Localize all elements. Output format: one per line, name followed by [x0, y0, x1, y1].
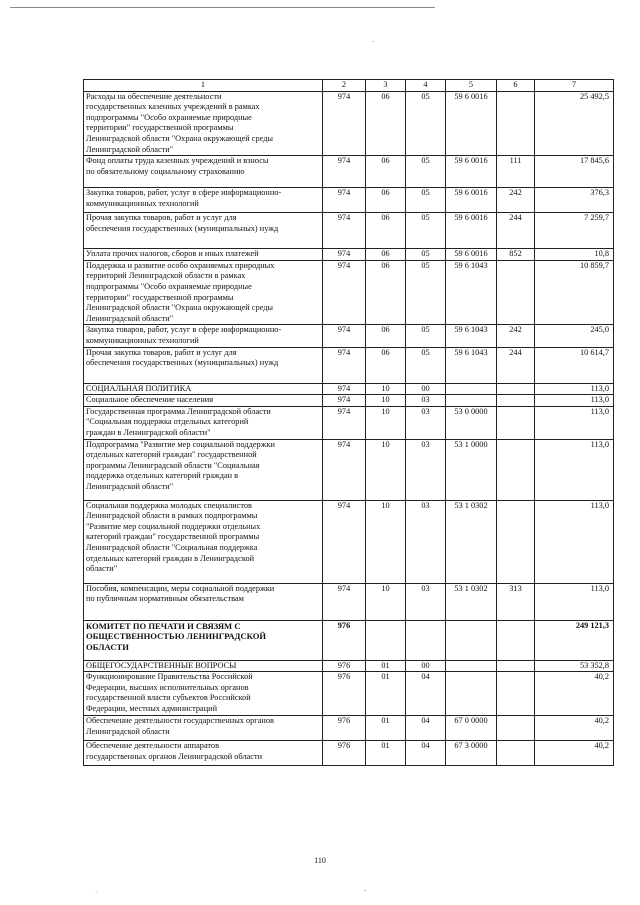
section-code-cell: 01 — [366, 660, 406, 672]
column-number-header: 6 — [497, 80, 535, 92]
amount-cell: 376,3 — [535, 188, 614, 213]
section-code-cell: 01 — [366, 716, 406, 741]
expense-type-cell: 313 — [497, 583, 535, 620]
row-name-cell: Обеспечение деятельности государственных органов Ленинградской области — [84, 716, 323, 741]
budget-table — [83, 79, 614, 766]
grbs-code-cell: 976 — [323, 660, 366, 672]
amount-cell: 245,0 — [535, 325, 614, 347]
grbs-code-cell: 974 — [323, 383, 366, 395]
column-number-header: 2 — [323, 80, 366, 92]
row-name-cell: Пособия, компенсации, меры социальной поддержки по публичным нормативным обязательствам — [84, 583, 323, 620]
target-article-cell: 59 6 0016 — [446, 213, 497, 249]
section-code-cell: 10 — [366, 500, 406, 583]
grbs-code-cell: 974 — [323, 213, 366, 249]
subsection-code-cell: 05 — [406, 156, 446, 188]
section-code-cell: 06 — [366, 213, 406, 249]
target-article-cell: 59 6 1043 — [446, 325, 497, 347]
column-number-header: 3 — [366, 80, 406, 92]
expense-type-cell — [497, 741, 535, 766]
table-row — [84, 395, 614, 407]
expense-type-cell: 244 — [497, 347, 535, 383]
grbs-code-cell: 976 — [323, 716, 366, 741]
table-row — [84, 660, 614, 672]
expense-type-cell — [497, 672, 535, 716]
row-name-cell: Подпрограмма "Развитие мер социальной поддержки отдельных категорий граждан" государственной программы Ленинградской области "Социальная поддержка отдельных категорий граждан в Ленинградской области" — [84, 439, 323, 500]
target-article-cell: 59 6 1043 — [446, 347, 497, 383]
row-name-cell: Обеспечение деятельности аппаратов государственных органов Ленинградской области — [84, 741, 323, 766]
grbs-code-cell: 976 — [323, 741, 366, 766]
expense-type-cell — [497, 620, 535, 660]
target-article-cell — [446, 395, 497, 407]
subsection-code-cell: 03 — [406, 395, 446, 407]
section-code-cell: 10 — [366, 583, 406, 620]
table-header-row — [84, 80, 614, 92]
table-row — [84, 347, 614, 383]
section-code-cell — [366, 620, 406, 660]
table-row — [84, 91, 614, 156]
section-code-cell: 06 — [366, 347, 406, 383]
subsection-code-cell: 05 — [406, 249, 446, 261]
table-row — [84, 439, 614, 500]
section-code-cell: 10 — [366, 439, 406, 500]
subsection-code-cell: 05 — [406, 188, 446, 213]
table-row — [84, 583, 614, 620]
table-row — [84, 741, 614, 766]
expense-type-cell — [497, 660, 535, 672]
expense-type-cell: 242 — [497, 188, 535, 213]
section-code-cell: 06 — [366, 325, 406, 347]
scan-speck: · — [95, 889, 98, 897]
row-name-cell: Прочая закупка товаров, работ и услуг для обеспечения государственных (муниципальных) нужд — [84, 347, 323, 383]
subsection-code-cell: 03 — [406, 583, 446, 620]
row-name-cell: Функционирование Правительства Российской Федерации, высших исполнительных органов государственной власти субъектов Российской Федерации, местных администраций — [84, 672, 323, 716]
amount-cell: 113,0 — [535, 583, 614, 620]
subsection-code-cell: 05 — [406, 325, 446, 347]
row-name-cell: Уплата прочих налогов, сборов и иных платежей — [84, 249, 323, 261]
amount-cell: 10 614,7 — [535, 347, 614, 383]
table-row — [84, 249, 614, 261]
table-row — [84, 383, 614, 395]
amount-cell: 53 352,8 — [535, 660, 614, 672]
expense-type-cell — [497, 500, 535, 583]
amount-cell: 40,2 — [535, 741, 614, 766]
grbs-code-cell: 974 — [323, 156, 366, 188]
page-number: 110 — [314, 856, 326, 865]
subsection-code-cell: 05 — [406, 213, 446, 249]
amount-cell: 113,0 — [535, 406, 614, 439]
target-article-cell — [446, 383, 497, 395]
row-name-cell: КОМИТЕТ ПО ПЕЧАТИ И СВЯЗЯМ С ОБЩЕСТВЕННОСТЬЮ ЛЕНИНГРАДСКОЙ ОБЛАСТИ — [84, 620, 323, 660]
target-article-cell: 59 6 1043 — [446, 260, 497, 325]
row-name-cell: Социальное обеспечение населения — [84, 395, 323, 407]
subsection-code-cell: 03 — [406, 406, 446, 439]
subsection-code-cell: 00 — [406, 383, 446, 395]
amount-cell: 10,8 — [535, 249, 614, 261]
grbs-code-cell: 974 — [323, 325, 366, 347]
target-article-cell — [446, 672, 497, 716]
target-article-cell: 59 6 0016 — [446, 91, 497, 156]
column-number-header: 4 — [406, 80, 446, 92]
expense-type-cell — [497, 395, 535, 407]
row-name-cell: Закупка товаров, работ, услуг в сфере информационно- коммуникационных технологий — [84, 188, 323, 213]
scan-speck: ˇ — [364, 889, 367, 897]
section-code-cell: 01 — [366, 741, 406, 766]
table-row — [84, 156, 614, 188]
grbs-code-cell: 974 — [323, 500, 366, 583]
amount-cell: 113,0 — [535, 395, 614, 407]
amount-cell: 10 859,7 — [535, 260, 614, 325]
amount-cell: 40,2 — [535, 716, 614, 741]
expense-type-cell — [497, 383, 535, 395]
row-name-cell: Закупка товаров, работ, услуг в сфере информационно- коммуникационных технологий — [84, 325, 323, 347]
row-name-cell: Прочая закупка товаров, работ и услуг для обеспечения государственных (муниципальных) нужд — [84, 213, 323, 249]
subsection-code-cell: 05 — [406, 347, 446, 383]
amount-cell: 249 121,3 — [535, 620, 614, 660]
expense-type-cell — [497, 716, 535, 741]
subsection-code-cell — [406, 620, 446, 660]
expense-type-cell: 111 — [497, 156, 535, 188]
table-row — [84, 716, 614, 741]
expense-type-cell — [497, 439, 535, 500]
expense-type-cell — [497, 260, 535, 325]
table-row — [84, 325, 614, 347]
subsection-code-cell: 05 — [406, 260, 446, 325]
target-article-cell: 59 6 0016 — [446, 188, 497, 213]
subsection-code-cell: 03 — [406, 500, 446, 583]
subsection-code-cell: 00 — [406, 660, 446, 672]
grbs-code-cell: 974 — [323, 91, 366, 156]
amount-cell: 17 845,6 — [535, 156, 614, 188]
column-number-header: 5 — [446, 80, 497, 92]
amount-cell: 113,0 — [535, 439, 614, 500]
row-name-cell: СОЦИАЛЬНАЯ ПОЛИТИКА — [84, 383, 323, 395]
scan-top-line — [10, 7, 435, 8]
grbs-code-cell: 976 — [323, 672, 366, 716]
expense-type-cell — [497, 406, 535, 439]
expense-type-cell: 242 — [497, 325, 535, 347]
target-article-cell: 67 0 0000 — [446, 716, 497, 741]
grbs-code-cell: 974 — [323, 347, 366, 383]
section-code-cell: 06 — [366, 260, 406, 325]
subsection-code-cell: 04 — [406, 716, 446, 741]
section-code-cell: 10 — [366, 383, 406, 395]
column-number-header: 7 — [535, 80, 614, 92]
target-article-cell: 53 1 0000 — [446, 439, 497, 500]
section-code-cell: 10 — [366, 395, 406, 407]
subsection-code-cell: 04 — [406, 741, 446, 766]
amount-cell: 113,0 — [535, 383, 614, 395]
grbs-code-cell: 974 — [323, 439, 366, 500]
section-code-cell: 06 — [366, 188, 406, 213]
target-article-cell: 53 1 0302 — [446, 583, 497, 620]
amount-cell: 40,2 — [535, 672, 614, 716]
target-article-cell: 67 3 0000 — [446, 741, 497, 766]
target-article-cell — [446, 620, 497, 660]
table-row — [84, 260, 614, 325]
row-name-cell: Расходы на обеспечение деятельности государственных казенных учреждений в рамках подпрограммы "Особо охраняемые природные территории" государственной программы Ленинградской области "Охрана окружающей среды Ленинградской области" — [84, 91, 323, 156]
grbs-code-cell: 974 — [323, 188, 366, 213]
expense-type-cell: 244 — [497, 213, 535, 249]
grbs-code-cell: 974 — [323, 249, 366, 261]
target-article-cell — [446, 660, 497, 672]
target-article-cell: 53 1 0302 — [446, 500, 497, 583]
table-row — [84, 500, 614, 583]
grbs-code-cell: 974 — [323, 406, 366, 439]
row-name-cell: Социальная поддержка молодых специалистов Ленинградской области в рамках подпрограммы "Развитие мер социальной поддержки отдельных категорий граждан" государственной программы Ленинградской области "Социальная поддержка отдельных категорий граждан в Ленинградской области" — [84, 500, 323, 583]
grbs-code-cell: 974 — [323, 583, 366, 620]
section-code-cell: 10 — [366, 406, 406, 439]
subsection-code-cell: 05 — [406, 91, 446, 156]
amount-cell: 113,0 — [535, 500, 614, 583]
grbs-code-cell: 974 — [323, 260, 366, 325]
row-name-cell: Фонд оплаты труда казенных учреждений и взносы по обязательному социальному страхованию — [84, 156, 323, 188]
expense-type-cell: 852 — [497, 249, 535, 261]
target-article-cell: 59 6 0016 — [446, 249, 497, 261]
column-number-header: 1 — [84, 80, 323, 92]
section-code-cell: 01 — [366, 672, 406, 716]
table-row — [84, 672, 614, 716]
amount-cell: 25 492,5 — [535, 91, 614, 156]
subsection-code-cell: 04 — [406, 672, 446, 716]
target-article-cell: 59 6 0016 — [446, 156, 497, 188]
section-code-cell: 06 — [366, 249, 406, 261]
row-name-cell: ОБЩЕГОСУДАРСТВЕННЫЕ ВОПРОСЫ — [84, 660, 323, 672]
section-code-cell: 06 — [366, 156, 406, 188]
scan-top-dash — [412, 7, 434, 8]
grbs-code-cell: 974 — [323, 395, 366, 407]
grbs-code-cell: 976 — [323, 620, 366, 660]
subsection-code-cell: 03 — [406, 439, 446, 500]
target-article-cell: 53 0 0000 — [446, 406, 497, 439]
amount-cell: 7 259,7 — [535, 213, 614, 249]
table-row — [84, 188, 614, 213]
expense-type-cell — [497, 91, 535, 156]
row-name-cell: Государственная программа Ленинградской области "Социальная поддержка отдельных категорий граждан в Ленинградской области" — [84, 406, 323, 439]
row-name-cell: Поддержка и развитие особо охраняемых природных территорий Ленинградской области в рамках подпрограммы "Особо охраняемые природные территории" государственной программы Ленинградской области "Охрана окружающей среды Ленинградской области" — [84, 260, 323, 325]
table-row — [84, 620, 614, 660]
section-code-cell: 06 — [366, 91, 406, 156]
table-row — [84, 406, 614, 439]
table-row — [84, 213, 614, 249]
scan-speck: ˇ — [372, 40, 375, 48]
